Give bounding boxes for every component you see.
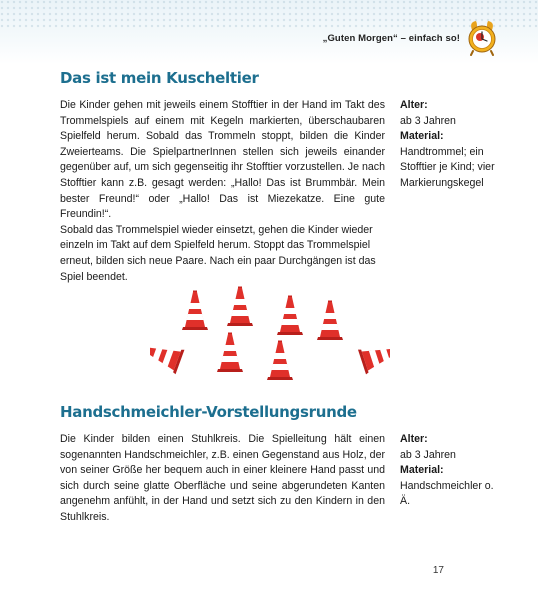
material-value: Handtrommel; ein Stofftier je Kind; vier Markierungskegel (400, 145, 495, 189)
cone-standing (267, 341, 293, 381)
material-label: Material: (400, 464, 444, 477)
cone-fallen (358, 337, 390, 374)
paragraph: Die Kinder bilden einen Stuhlkreis. Die Spielleitung hält einen sogenannten Handschmeichler, z.B. einen Gegenstand aus Holz, der von seiner Größe her bequem auch in einer kleinere Hand passt und sich durch seine glatte Oberfläche und seine abgerundeten Kanten angenehm anfühlt, in der Hand und setzt sich zu den Kindern in den Stuhlkreis. (60, 433, 385, 523)
section-title-handschmeichler: Handschmeichler-Vorstellungsrunde (60, 403, 357, 421)
age-label: Alter: (400, 99, 428, 111)
cone-standing (317, 301, 343, 341)
cone-standing (227, 287, 253, 327)
material-label: Material: (400, 130, 444, 143)
running-header-title: „Guten Morgen“ – einfach so! (322, 33, 460, 44)
cone-fallen (150, 336, 184, 374)
cone-standing (182, 291, 208, 331)
traffic-cones-illustration (150, 280, 390, 392)
age-value: ab 3 Jahren (400, 448, 456, 461)
section-title-kuscheltier: Das ist mein Kuscheltier (60, 69, 259, 87)
header-band (0, 0, 538, 64)
paragraph: Sobald das Trommelspiel wieder einsetzt, gehen die Kinder wieder einzeln im Takt auf dem Spielfeld herum. Stoppt das Trommelspiel erneut, bilden sich neue Paare. Nach ein paar Durchgängen ist das Spiel beendet. (60, 223, 376, 283)
cone-standing (217, 333, 243, 373)
age-value: ab 3 Jahren (400, 114, 456, 127)
section-body-kuscheltier (60, 98, 385, 285)
sidebar-info-handschmeichler (400, 432, 500, 510)
paragraph: Die Kinder gehen mit jeweils einem Stofftier in der Hand im Takt des Trommelspiels auf einem mit Kegeln markierten, überschaubaren Spielfeld herum. Sobald das Trommeln stoppt, bilden die Kinder Zweierteams. Die SpielpartnerInnen stellen sich jeweils einander gegenüber auf, um sich gegenseitig ihr Stofftier vorzustellen. Je nach Stofftier kann z.B. gesagt werden: „Hallo! Das ist Brummbär. Mein bester Freund!“ oder „Hallo! Das ist Miezekatze. Eine gute Freundin!“. (60, 99, 385, 221)
page-number: 17 (432, 565, 444, 576)
age-label: Alter: (400, 433, 428, 445)
section-body-handschmeichler (60, 432, 385, 526)
alarm-clock-icon (464, 18, 500, 56)
sidebar-info-kuscheltier (400, 98, 500, 192)
material-value: Handschmeichler o. Ä. (400, 479, 494, 508)
cone-standing (277, 296, 303, 336)
